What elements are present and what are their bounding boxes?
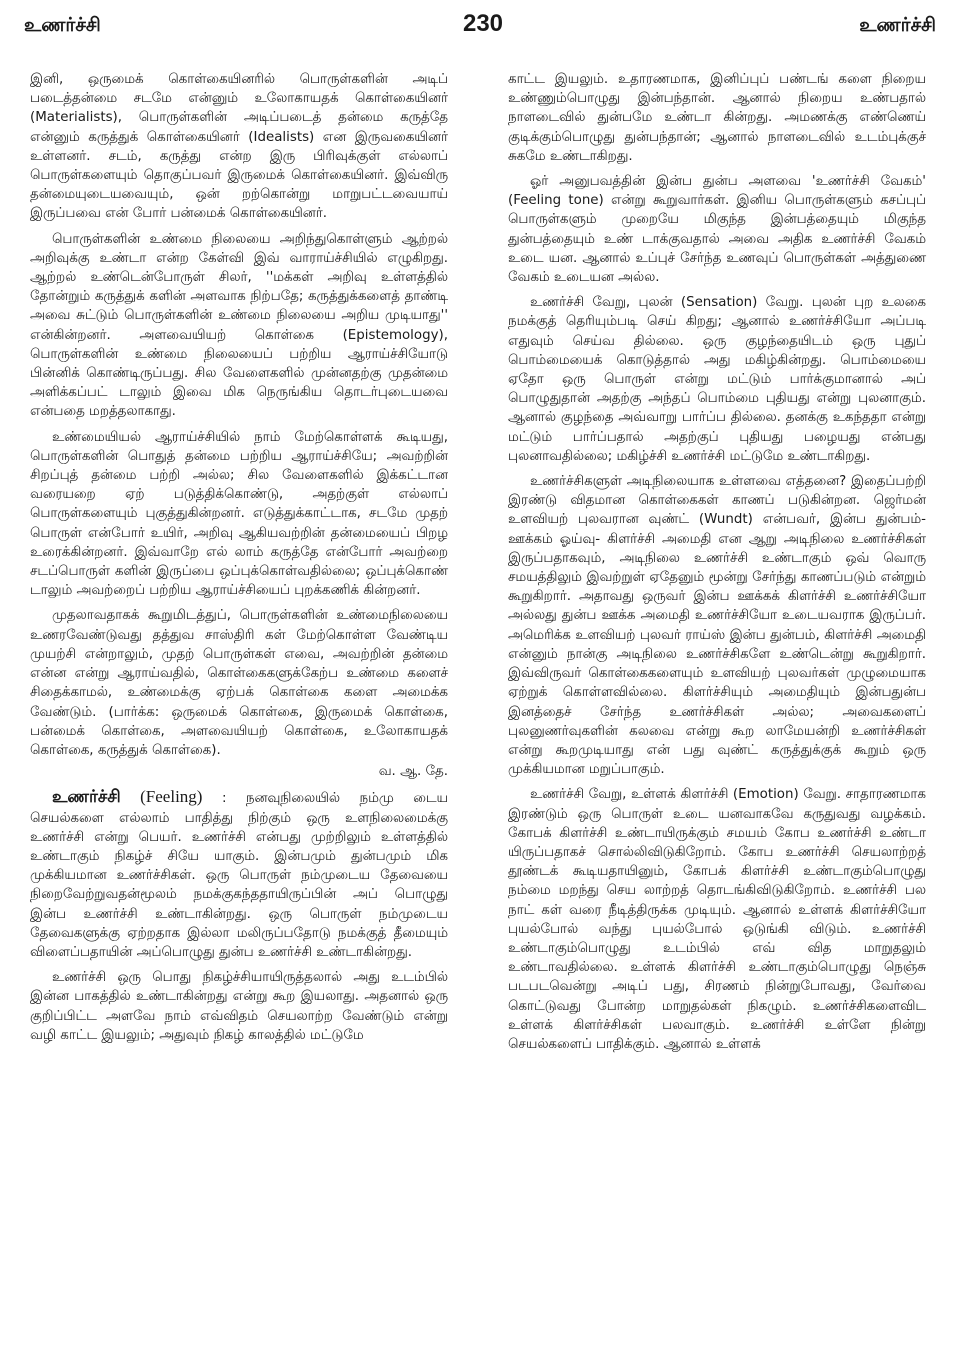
paragraph: இனி, ஒருமைக் கொள்கையினரில் பொருள்களின் அடிப் படைத்தன்மை சடமே என்னும் உலோகாயதக் கொள்கையினர் (Materialists), பொருள்களின் அடிப்படைத் தன்மை கருத்தே என்னும் கருத்துக் கொள்கையினர் (Idealists) என இருவகையினர் உள்ளனர். சடம், கருத்து என்ற இரு பிரிவுக்குள் எல்லாப் பொருள்களையும் தொகுப்பவர் இருமைக் கொள்கையினர். இவ்விரு தன்மையுடையவையும், ஒன் றற்கொன்று மாறுபட்டவையாய் இருப்பவை என் போர் பன்மைக் கொள்கையினர். bbox=[30, 72, 448, 222]
entry-english-term: (Feeling) bbox=[140, 787, 203, 807]
page-number: 230 bbox=[462, 10, 504, 37]
paragraph: பொருள்களின் உண்மை நிலையை அறிந்துகொள்ளும் ஆற்றல் அறிவுக்கு உண்டா என்ற கேள்வி இவ் வாராய்ச்சியில் எழுகிறது. ஆற்றல் உண்டென்போருள் சிலர், ''மக்கள் அறிவு உள்ளத்தில் தோன்றும் கருத்துக் களின் அளவாக நிற்பதே; கருத்துக்களைத் தாண்டி அவை சுட்டும் பொருள்களின் உண்மை நிலையை அறிய முடியாது'' என்கின்றனர். அளவையியற் கொள்கை (Epistemology), பொருள்களின் உண்மை நிலையைப் பற்றிய ஆராய்ச்சியோடு பின்னிக் கொண்டிருப்பது. சில வேளைகளில் முன்னதற்கு முதன்மை அளிக்கப்பட் டாலும் இவை மிக நெருங்கிய தொடர்புடையவை என்பதை மறத்தலாகாது. bbox=[30, 231, 448, 420]
paragraph: உணர்ச்சிகளுள் அடிநிலையாக உள்ளவை எத்தனை? இதைப்பற்றி இரண்டு விதமான கொள்கைகள் காணப் படுகின்றன. ஜெர்மன் உளவியற் புலவரான வுண்ட் (Wundt) என்பவர், இன்ப துன்பம்-ஊக்கம் ஓய்வு- கிளர்ச்சி அமைதி என ஆறு அடிநிலை உணர்ச்சிகள் இருப்பதாகவும், அடிநிலை உணர்ச்சி உண்டாகும் ஒவ் வொரு சமயத்திலும் இவற்றுள் ஏதேனும் மூன்று சேர்ந்து காணப்படும் என்றும் கூறுகிறார். அதாவது ஒருவர் இன்ப ஊக்கக் கிளர்ச்சி உணர்ச்சியோ அல்லது துன்ப ஊக்க அமைதி உணர்ச்சியோ உடையவராக இருப்பர். அமெரிக்க உளவியற் புலவர் ராய்ஸ் இன்ப துன்பம், கிளர்ச்சி அமைதி என்னும் நான்கு அடிநிலை உணர்ச்சிகளே உண்டென்று கூறுகிறார். இவ்விருவர் கொள்கைகளையும் உளவியற் புலவர்கள் முழுமையாக ஏற்றுக் கொள்ளவில்லை. கிளர்ச்சியும் அமைதியும் இன்பதுன்ப இனத்தைச் சேர்ந்த உணர்ச்சிகள் அல்ல; அவைகளைப் புலனுணர்வுகளின் கலவை என்று கூற லாமேயன்றி உணர்ச்சிகள் என்று கூறமுடியாது என் பது வுண்ட் கருத்துக்குக் கூறும் ஒரு முக்கியமான மறுப்பாகும். bbox=[508, 474, 926, 778]
entry-body: : நனவுநிலையில் நம்மு டைய செயல்களை எல்லாம் பாதித்து நிற்கும் ஒரு உளநிலைமைக்கு உணர்ச்சி என்று பெயர். உணர்ச்சி என்பது முற்றிலும் உள்ளத்தில் உண்டாகும் நிகழ்ச் சியே யாகும். இன்பமும் துன்பமும் மிக முக்கியமான உணர்ச்சிகள். ஒரு பொருள் நம்முடைய தேவையை நிறைவேற்றுவதன்மூலம் நமக்குகந்ததாயிருப்பின் அப் பொழுது இன்ப உணர்ச்சி உண்டாகின்றது. ஒரு பொருள் நம்முடைய தேவைகளுக்கு ஏற்றதாக இல்லா மலிருப்பதோடு நமக்குத் தீமையும் விளைப்பதாயின் அப்பொழுது துன்ப உணர்ச்சி உண்டாகின்றது. bbox=[30, 791, 448, 960]
paragraph: காட்ட இயலும். உதாரணமாக, இனிப்புப் பண்டங் களை நிறைய உண்ணும்பொழுது இன்பந்தான். ஆனால் நிறைய உண்பதால் நாளடைவில் துன்பமே உண்டா கின்றது. அமணக்கு எண்ணெய் குடிக்கும்பொழுது துன்பந்தான்; ஆனால் நாளடைவில் உடம்புக்குச் சுகமே உண்டாகிறது. bbox=[508, 72, 926, 164]
entry-paragraph bbox=[30, 787, 448, 962]
paragraph: உண்மையியல் ஆராய்ச்சியில் நாம் மேற்கொள்ளக் கூடியது, பொருள்களின் பொதுத் தன்மை பற்றிய ஆராய்ச்சியே; அவற்றின் சிறப்புத் தன்மை பற்றி அல்ல; சில வேளைகளில் இக்கட்டான வரையறை ஏற் படுத்திக்கொண்டு, அதற்குள் எல்லாப் பொருள்களையும் புகுத்துகின்றனர். எடுத்துக்காட்டாக, சடமே முதற் பொருள் என்போர் உயிர், அறிவு ஆகியவற்றின் தன்மையைப் பிறழ உரைக்கின்றனர். இவ்வாறே எல் லாம் கருத்தே என்போர் அவற்றை சடப்பொருள் களின் இருப்பை ஒப்புக்கொள்வதில்லை; ஒப்புக்கொண் டாலும் அவற்றைப் பற்றிய ஆராய்ச்சியைப் புறக்கணிக் கின்றனர். bbox=[30, 429, 448, 599]
entry-headword: உணர்ச்சி bbox=[52, 787, 121, 808]
right-column bbox=[508, 70, 926, 1060]
author-signature: வ. ஆ. தே. bbox=[378, 764, 448, 780]
left-column bbox=[30, 70, 448, 1051]
header-right-title: உணர்ச்சி bbox=[859, 14, 936, 36]
paragraph: ஓர் அனுபவத்தின் இன்ப துன்ப அளவை 'உணர்ச்சி வேகம்' (Feeling tone) என்று கூறுவார்கள். இனிய பொருள்களும் கசப்புப் பொருள்களும் முறையே மிகுந்த இன்பத்தையும் மிகுந்த துன்பத்தையும் உண் டாக்குவதால் அவை அதிக உணர்ச்சி வேகம் உடை யன. ஆனால் உப்புச் சேர்ந்த உணவுப் பொருள்கள் அத்துணை வேகம் உடையன அல்ல. bbox=[508, 174, 926, 286]
header-left-title: உணர்ச்சி bbox=[24, 14, 101, 36]
paragraph: உணர்ச்சி வேறு, உள்ளக் கிளர்ச்சி (Emotion) வேறு. சாதாரணமாக இரண்டும் ஒரு பொருள் உடை யனவாகவே கருதுவது வழக்கம். கோபக் கிளர்ச்சி உண்டாயிருக்கும் சமயம் கோப உணர்ச்சி உண்டா யிருப்பதாகச் சொல்லிவிடுகிறோம். கோப உணர்ச்சி செயலாற்றத் தூண்டக் கூடியதாயினும், கோபக் கிளர்ச்சி உண்டாகும்பொழுது நம்மை மறந்து செய லாற்றத் தொடங்கிவிடுகிறோம். உணர்ச்சி பல நாட் கள் வரை நீடித்திருக்க முடியும். ஆனால் உள்ளக் கிளர்ச்சியோ புயல்போல் வந்து புயல்போல் ஒடுங்கி விடும். உணர்ச்சி உண்டாகும்பொழுது உடம்பில் எவ் வித மாறுதலும் உண்டாவதில்லை. உள்ளக் கிளர்ச்சி உண்டாகும்பொழுது நெஞ்சு படபடவென்று அடிப் பது, சிரணம் நின்றுபோவது, வேர்வை கொட்டுவது போன்ற மாறுதல்கள் நிகழும். உணர்ச்சிகளைவிட உள்ளக் கிளர்ச்சிகள் பலவாகும். உணர்ச்சி உள்ளே நின்று செயல்களைப் பாதிக்கும். ஆனால் உள்ளக் bbox=[508, 787, 926, 1052]
paragraph: உணர்ச்சி வேறு, புலன் (Sensation) வேறு. புலன் புற உலகை நமக்குத் தெரியும்படி செய் கிறது; ஆனால் உணர்ச்சியோ அப்படி எதுவும் செய்வ தில்லை. ஒரு குழந்தையிடம் ஒரு புதுப் பொம்மையைக் கொடுத்தால் அது மகிழ்கின்றது. பொம்மையை ஏதோ ஒரு பொருள் என்று மட்டும் பார்க்குமானால் அப் பொழுதுதான் அதற்கு அந்தப் பொம்மை புதியது என்று புலனாகும். ஆனால் குழந்தை அவ்வாறு பார்ப்ப தில்லை. தனக்கு உகந்ததா என்று மட்டும் பார்ப்பதால் அதற்குப் புதியது பழையது என்பது புலனாவதில்லை; மகிழ்ச்சி உணர்ச்சி மட்டுமே உண்டாகிறது. bbox=[508, 295, 926, 464]
paragraph: உணர்ச்சி ஒரு பொது நிகழ்ச்சியாயிருத்தலால் அது உடம்பில் இன்ன பாகத்தில் உண்டாகின்றது என்று கூற இயலாது. அதனால் ஒரு குறிப்பிட்ட அளவே நாம் எவ்விதம் செயலாற்ற வேண்டும் என்று வழி காட்ட இயலும்; அதுவும் நிகழ் காலத்தில் மட்டுமே bbox=[30, 970, 448, 1043]
paragraph: முதலாவதாகக் கூறுமிடத்துப், பொருள்களின் உண்மைநிலையை உணரவேண்டுவது தத்துவ சாஸ்திரி கள் மேற்கொள்ள வேண்டிய முயற்சி என்றாலும், முதற் பொருள்கள் எவை, அவற்றின் தன்மை என்ன என்று ஆராய்வதில், கொள்கைகளுக்கேற்ப உண்மை களைச் சிதைக்காமல், உண்மைக்கு ஏற்பக் கொள்கை களை அமைக்க வேண்டும். (பார்க்க: ஒருமைக் கொள்கை, இருமைக் கொள்கை, பன்மைக் கொள்கை, அளவையியற் கொள்கை, உலோகாயதக் கொள்கை, கருத்துக் கொள்கை). bbox=[30, 608, 448, 758]
